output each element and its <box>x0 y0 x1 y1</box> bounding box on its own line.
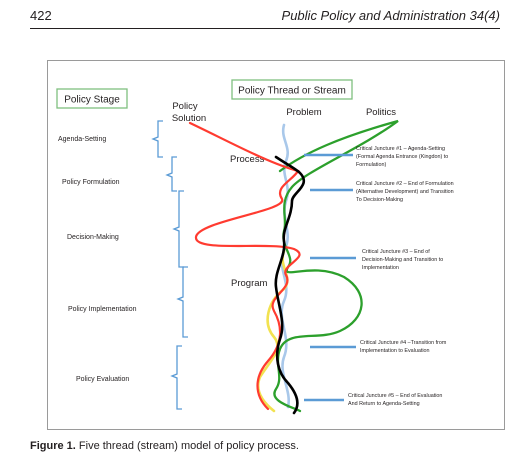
label-problem: Problem <box>286 107 322 118</box>
stage-policy-formulation: Policy Formulation <box>62 179 120 186</box>
juncture-3-line-3: Implementation <box>362 265 399 271</box>
caption-text: Five thread (stream) model of policy process. <box>78 440 299 452</box>
page-number: 422 <box>30 8 52 23</box>
policy-thread-diagram <box>48 61 504 429</box>
policy-thread-title: Policy Thread or Stream <box>238 85 346 97</box>
stage-brackets <box>153 121 188 409</box>
label-policy-solution-2: Solution <box>171 113 207 124</box>
bracket-policy-formulation <box>167 157 177 191</box>
juncture-2-line-1: Critical Juncture #2 – End of Formulation <box>356 181 454 187</box>
juncture-2-line-2: (Alternative Development) and Transition <box>356 189 454 195</box>
juncture-3-line-2: Decision-Making and Transition to <box>362 257 444 263</box>
journal-header: Public Policy and Administration 34(4) <box>281 8 500 23</box>
label-policy-solution-1: Policy <box>172 101 198 112</box>
figure-caption <box>30 440 299 452</box>
stage-agenda-setting: Agenda-Setting <box>58 136 107 143</box>
juncture-1-line-3: Formulation) <box>356 162 387 168</box>
stage-policy-evaluation: Policy Evaluation <box>76 376 130 383</box>
policy-stage-title: Policy Stage <box>64 94 120 106</box>
header-rule <box>30 28 500 29</box>
juncture-1-line-1: Critical Juncture #1 – Agenda-Setting <box>356 146 445 152</box>
bracket-policy-implementation <box>178 267 188 337</box>
label-politics: Politics <box>365 107 397 118</box>
stage-decision-making: Decision-Making <box>67 234 119 241</box>
label-program: Program <box>231 278 268 289</box>
figure-frame <box>47 60 505 430</box>
juncture-annotations <box>348 146 454 407</box>
bracket-decision-making <box>174 191 184 267</box>
juncture-3-line-1: Critical Juncture #3 – End of <box>362 249 430 255</box>
bracket-agenda-setting <box>153 121 163 157</box>
juncture-5-line-2: And Return to Agenda-Setting <box>348 401 420 407</box>
juncture-4-line-2: Implementation to Evaluation <box>360 348 430 354</box>
caption-label: Figure 1. <box>30 440 76 452</box>
juncture-1-line-2: (Formal Agenda Entrance (Kingdon) to <box>356 154 449 160</box>
stage-policy-implementation: Policy Implementation <box>68 306 137 313</box>
juncture-4-line-1: Critical Juncture #4 –Transition from <box>360 340 447 346</box>
juncture-5-line-1: Critical Juncture #5 – End of Evaluation <box>348 393 443 399</box>
label-process: Process <box>230 154 265 165</box>
juncture-markers <box>304 155 356 400</box>
juncture-2-line-3: To Decision-Making <box>356 197 404 203</box>
bracket-policy-evaluation <box>172 346 182 409</box>
